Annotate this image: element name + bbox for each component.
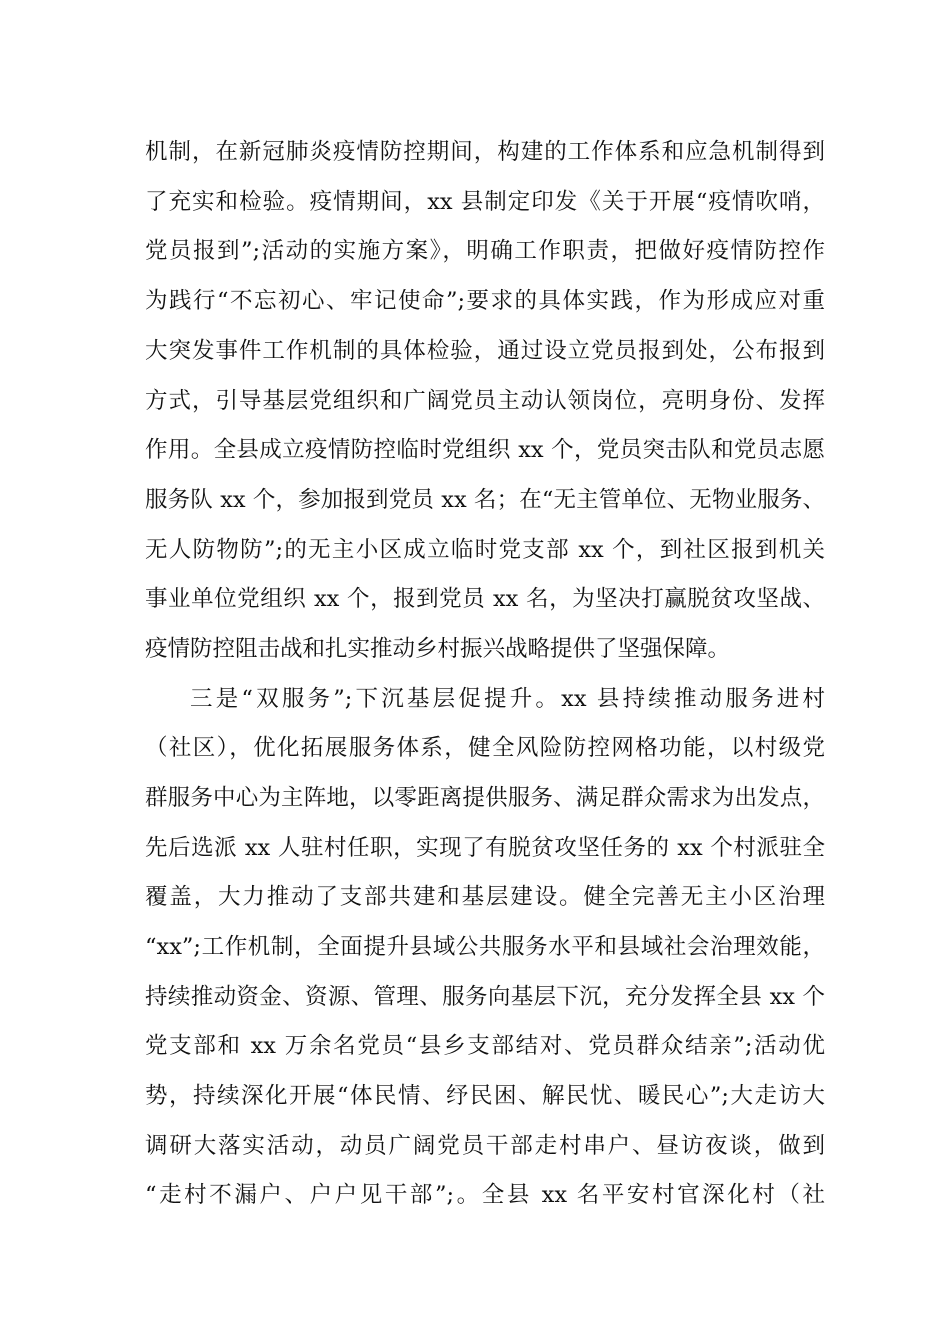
- text-line: “xx”;工作机制，全面提升县域公共服务水平和县域社会治理效能，: [145, 934, 825, 960]
- text-line: 方式，引导基层党组织和广阔党员主动认领岗位，亮明身份、发挥: [145, 388, 825, 414]
- text-line: 大突发事件工作机制的具体检验，通过设立党员报到处，公布报到: [145, 338, 825, 364]
- text-line: 覆盖，大力推动了支部共建和基层建设。健全完善无主小区治理: [145, 884, 825, 910]
- text-line: “走村不漏户、户户见干部”;。全县 xx 名平安村官深化村（社: [145, 1182, 825, 1208]
- text-line: 机制，在新冠肺炎疫情防控期间，构建的工作体系和应急机制得到: [145, 139, 825, 165]
- text-line: 先后选派 xx 人驻村任职，实现了有脱贫攻坚任务的 xx 个村派驻全: [145, 835, 825, 861]
- text-line: 了充实和检验。疫情期间，xx 县制定印发《关于开展“疫情吹哨，: [145, 189, 825, 215]
- text-line: 无人防物防”;的无主小区成立临时党支部 xx 个，到社区报到机关: [145, 537, 825, 563]
- text-line: 事业单位党组织 xx 个，报到党员 xx 名，为坚决打赢脱贫攻坚战、: [145, 586, 825, 612]
- text-line: 为践行“不忘初心、牢记使命”;要求的具体实践，作为形成应对重: [145, 288, 825, 314]
- paragraph-start-line: 三是“双服务”;下沉基层促提升。xx 县持续推动服务进村: [190, 686, 825, 712]
- text-line: 势，持续深化开展“体民情、纾民困、解民忧、暖民心”;大走访大: [145, 1083, 825, 1109]
- text-line: 疫情防控阻击战和扎实推动乡村振兴战略提供了坚强保障。: [145, 636, 731, 662]
- text-line: （社区），优化拓展服务体系，健全风险防控网格功能，以村级党: [145, 735, 825, 761]
- text-line: 群服务中心为主阵地，以零距离提供服务、满足群众需求为出发点，: [145, 785, 825, 811]
- text-line: 党员报到”;活动的实施方案》，明确工作职责，把做好疫情防控作: [145, 238, 825, 264]
- text-line: 作用。全县成立疫情防控临时党组织 xx 个，党员突击队和党员志愿: [145, 437, 825, 463]
- text-line: 党支部和 xx 万余名党员“县乡支部结对、党员群众结亲”;活动优: [145, 1033, 825, 1059]
- text-line: 调研大落实活动，动员广阔党员干部走村串户、昼访夜谈，做到: [145, 1133, 825, 1159]
- text-line: 持续推动资金、资源、管理、服务向基层下沉，充分发挥全县 xx 个: [145, 984, 825, 1010]
- text-line: 服务队 xx 个，参加报到党员 xx 名；在“无主管单位、无物业服务、: [145, 487, 825, 513]
